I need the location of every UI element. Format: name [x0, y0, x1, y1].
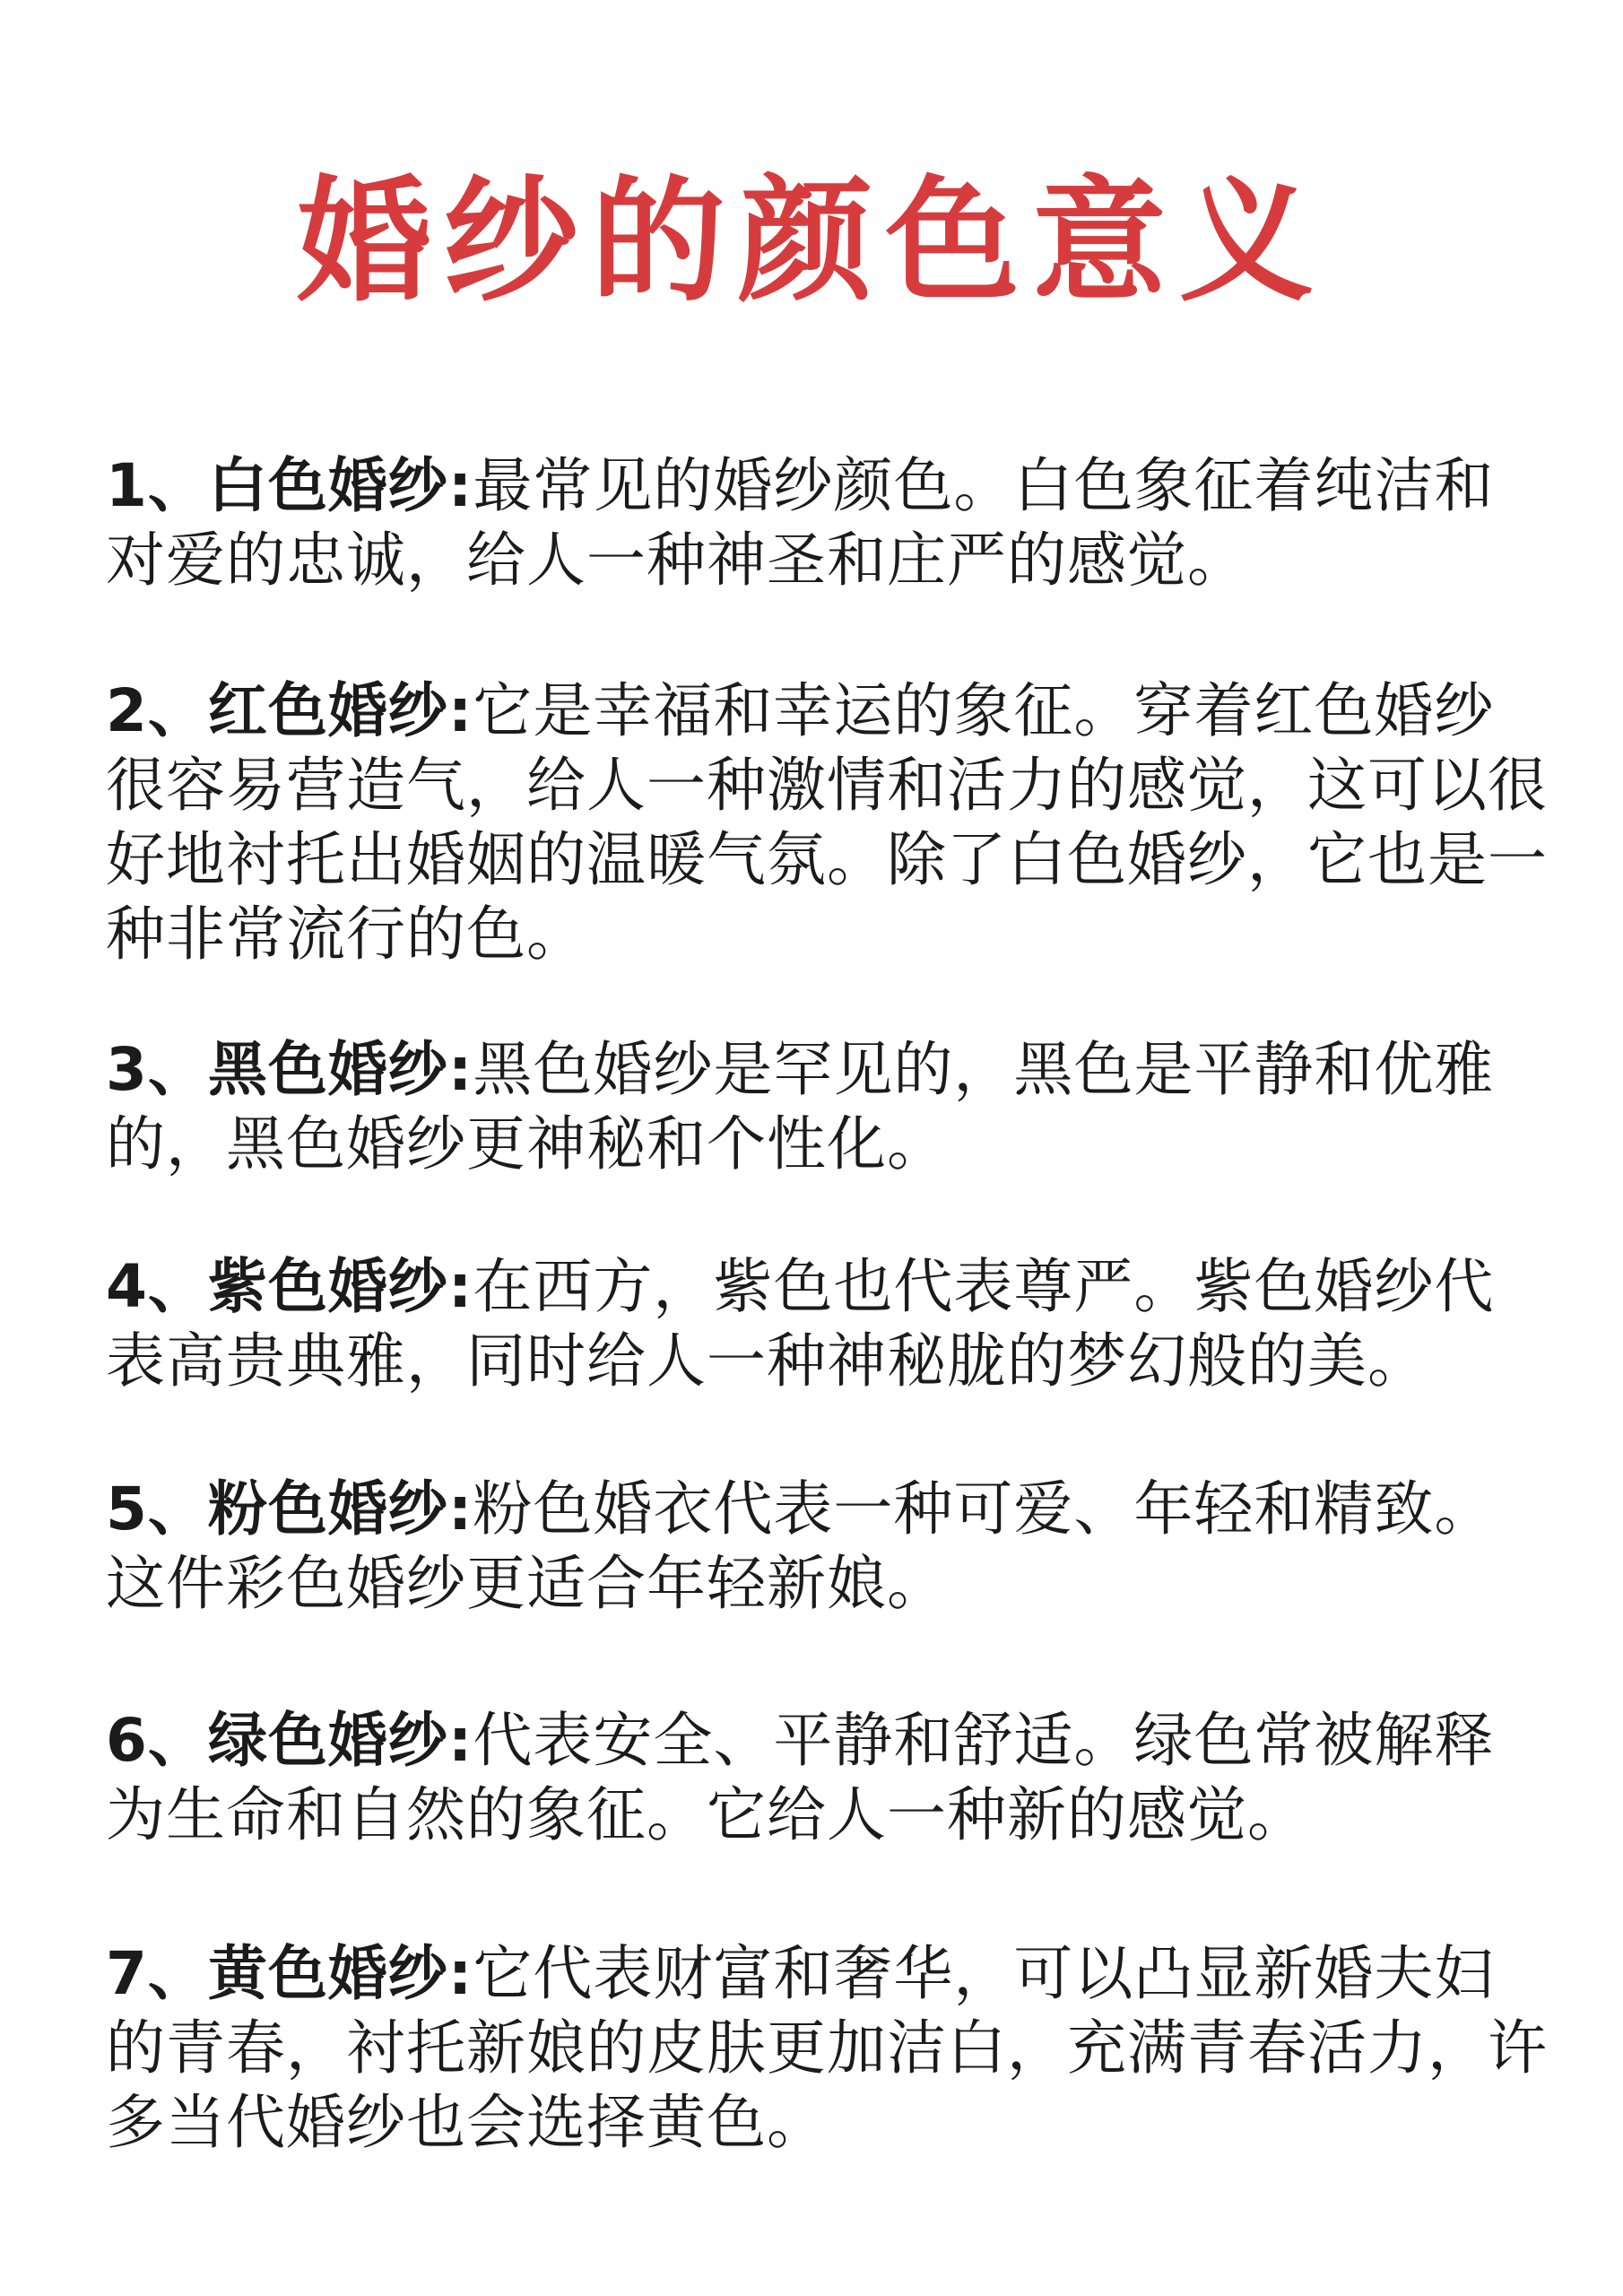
list-item-white	[106, 448, 1549, 597]
item-heading	[106, 676, 473, 745]
list-item-yellow	[106, 1936, 1549, 2160]
item-title: 黄色婚纱:	[207, 1939, 473, 2008]
color-meaning-list	[106, 448, 1549, 2160]
item-number: 2、	[106, 676, 208, 745]
item-number: 7、	[106, 1939, 208, 2008]
item-heading	[106, 1474, 473, 1544]
item-title: 绿色婚纱:	[207, 1706, 473, 1775]
item-description: 黑色婚纱是罕见的，黑色是平静和优雅的，黑色婚纱更神秘和个性化。	[106, 1035, 1495, 1178]
item-title: 黑色婚纱:	[207, 1035, 473, 1104]
item-description: 它代表财富和奢华，可以凸显新婚夫妇的青春，衬托新娘的皮肤更加洁白，充满青春活力，许多当代婚纱也会选择黄色。	[106, 1939, 1548, 2157]
item-number: 6、	[106, 1706, 208, 1775]
page-title: 婚纱的颜色意义	[296, 164, 1326, 320]
item-number: 4、	[106, 1252, 208, 1321]
item-title: 紫色婚纱:	[207, 1252, 473, 1321]
item-description: 代表安全、平静和舒适。绿色常被解释为生命和自然的象征。它给人一种新的感觉。	[106, 1706, 1495, 1849]
item-description: 在西方，紫色也代表尊严。紫色婚纱代表高贵典雅，同时给人一种神秘胧的梦幻般的美。	[106, 1252, 1495, 1396]
item-heading	[106, 1706, 473, 1775]
item-description: 最常见的婚纱颜色。白色象征着纯洁和对爱的忠诚，给人一种神圣和庄严的感觉。	[106, 451, 1495, 595]
item-title: 粉色婚纱:	[207, 1474, 473, 1544]
item-description: 它是幸福和幸运的象征。穿着红色婚纱很容易营造气，给人一种激情和活力的感觉，这可以很好地衬托出婚姻的温暖气氛。除了白色婚纱，它也是一种非常流行的色。	[106, 676, 1548, 969]
list-item-green	[106, 1703, 1549, 1852]
item-heading	[106, 1939, 473, 2008]
item-number: 3、	[106, 1035, 208, 1104]
item-heading	[106, 1252, 473, 1321]
item-number: 5、	[106, 1474, 208, 1544]
item-description: 粉色婚衣代表一种可爱、年轻和精致。这件彩色婚纱更适合年轻新娘。	[106, 1474, 1495, 1618]
item-title: 白色婚纱:	[207, 451, 473, 520]
list-item-purple	[106, 1249, 1549, 1398]
item-number: 1、	[106, 451, 208, 520]
list-item-black	[106, 1032, 1549, 1181]
list-item-pink	[106, 1472, 1549, 1621]
item-heading	[106, 1035, 473, 1104]
item-title: 红色婚纱:	[207, 676, 473, 745]
item-heading	[106, 451, 473, 520]
list-item-red	[106, 674, 1549, 971]
